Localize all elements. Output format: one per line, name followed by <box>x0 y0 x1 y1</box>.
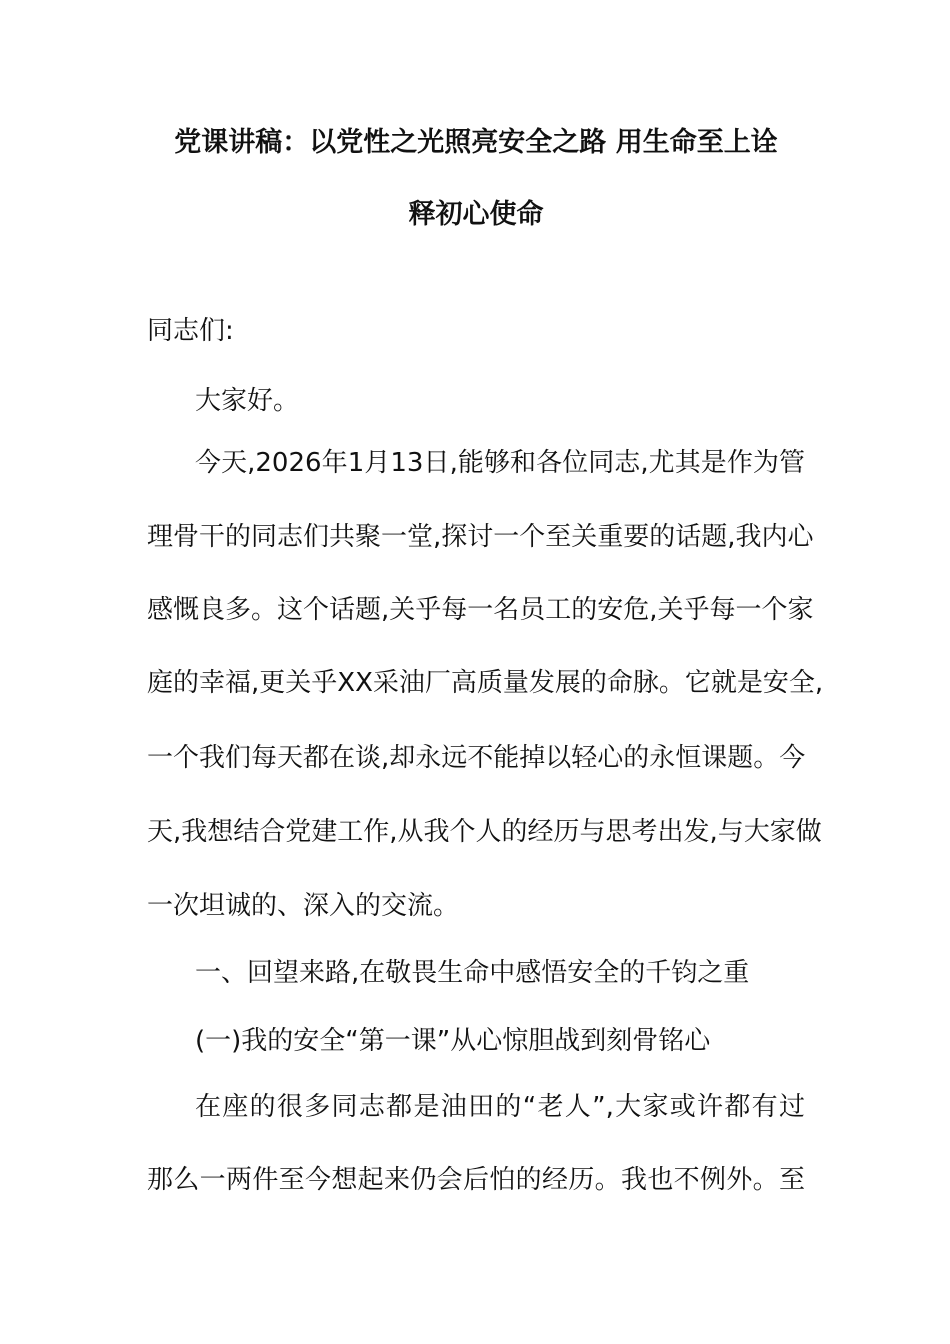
paragraph-line: 今天,2026年1月13日,能够和各位同志,尤其是作为管 <box>195 448 805 478</box>
paragraph-line: 那么一两件至今想起来仍会后怕的经历。我也不例外。至 <box>147 1165 805 1195</box>
paragraph-line: 庭的幸福,更关乎XX采油厂高质量发展的命脉。它就是安全, <box>147 668 824 698</box>
document-title-line-2: 释初心使命 <box>408 199 544 230</box>
section-heading: 一、回望来路,在敬畏生命中感悟安全的千钧之重 <box>195 958 750 988</box>
greeting: 大家好。 <box>195 386 300 416</box>
paragraph-line: 理骨干的同志们共聚一堂,探讨一个至关重要的话题,我内心 <box>147 522 814 552</box>
document-title-line-1: 党课讲稿：以党性之光照亮安全之路 用生命至上诠 <box>174 127 778 158</box>
paragraph-line: 一次坦诚的、深入的交流。 <box>147 891 460 921</box>
paragraph-line: 天,我想结合党建工作,从我个人的经历与思考出发,与大家做 <box>147 817 822 847</box>
salutation: 同志们: <box>147 316 234 346</box>
paragraph-line: 一个我们每天都在谈,却永远不能掉以轻心的永恒课题。今 <box>147 743 806 773</box>
paragraph-line: 感慨良多。这个话题,关乎每一名员工的安危,关乎每一个家 <box>147 595 814 625</box>
paragraph-line: 在座的很多同志都是油田的“老人”,大家或许都有过 <box>195 1092 805 1122</box>
subsection-heading: (一)我的安全“第一课”从心惊胆战到刻骨铭心 <box>195 1026 711 1056</box>
